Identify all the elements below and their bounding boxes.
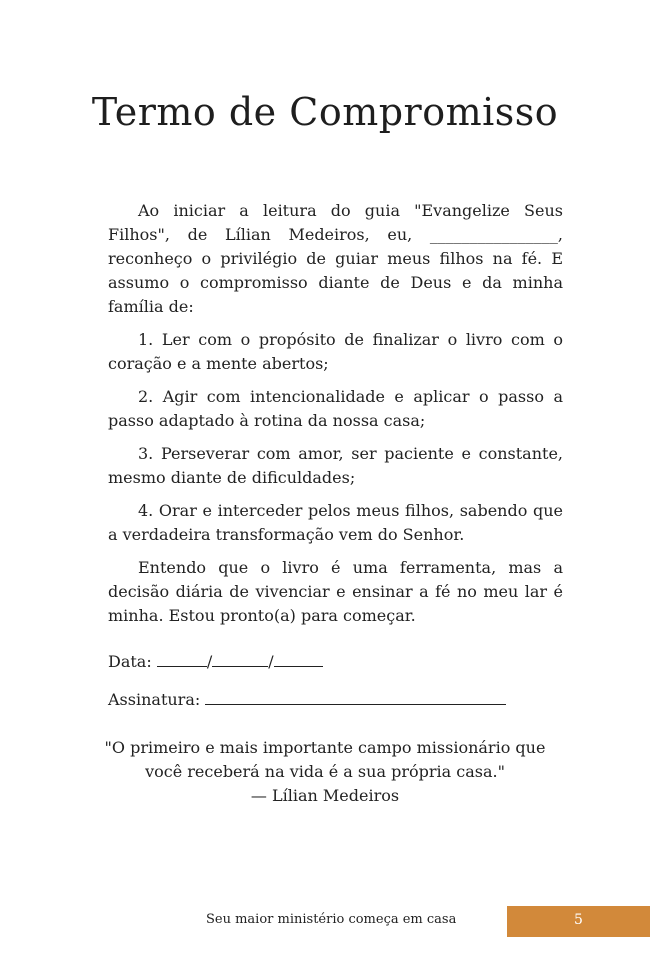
date-label: Data: xyxy=(108,652,152,671)
page-title: Termo de Compromisso xyxy=(91,90,559,134)
footer-tagline: Seu maior ministério começa em casa xyxy=(206,912,457,927)
date-separator-2: / xyxy=(268,652,274,671)
commitment-item-3: 3. Perseverar com amor, ser paciente e constante, mesmo diante de dificuldades; xyxy=(108,444,563,487)
month-blank[interactable] xyxy=(212,652,268,667)
day-blank[interactable] xyxy=(157,652,207,667)
date-separator-1: / xyxy=(206,652,213,671)
quote-author: — Lílian Medeiros xyxy=(250,786,400,805)
quote-line-2: você receberá na vida é a sua própria casa." xyxy=(145,762,505,781)
quote-block xyxy=(0,736,650,808)
page-number: 5 xyxy=(574,912,583,928)
commitment-body xyxy=(108,199,563,637)
quote-line-1: "O primeiro e mais importante campo missionário que xyxy=(104,738,546,757)
signature-label: Assinatura: xyxy=(108,690,201,709)
commitment-item-4: 4. Orar e interceder pelos meus filhos, sabendo que a verdadeira transformação vem do Senhor. xyxy=(108,501,563,544)
date-field xyxy=(108,650,323,674)
signature-blank[interactable] xyxy=(205,690,506,705)
closing-paragraph: Entendo que o livro é uma ferramenta, mas a decisão diária de vivenciar e ensinar a fé no meu lar é minha. Estou pronto(a) para começar. xyxy=(108,558,563,625)
year-blank[interactable] xyxy=(274,652,323,667)
intro-paragraph: Ao iniciar a leitura do guia "Evangelize Seus Filhos", de Lílian Medeiros, eu, ________________, reconheço o privilégio de guiar meus filhos na fé. E assumo o compromisso diante de Deus e da minha família de: xyxy=(108,201,563,316)
page-number-badge xyxy=(507,906,650,937)
commitment-item-2: 2. Agir com intencionalidade e aplicar o passo a passo adaptado à rotina da nossa casa; xyxy=(108,387,563,430)
commitment-item-1: 1. Ler com o propósito de finalizar o livro com o coração e a mente abertos; xyxy=(108,330,563,373)
signature-field xyxy=(108,688,506,712)
